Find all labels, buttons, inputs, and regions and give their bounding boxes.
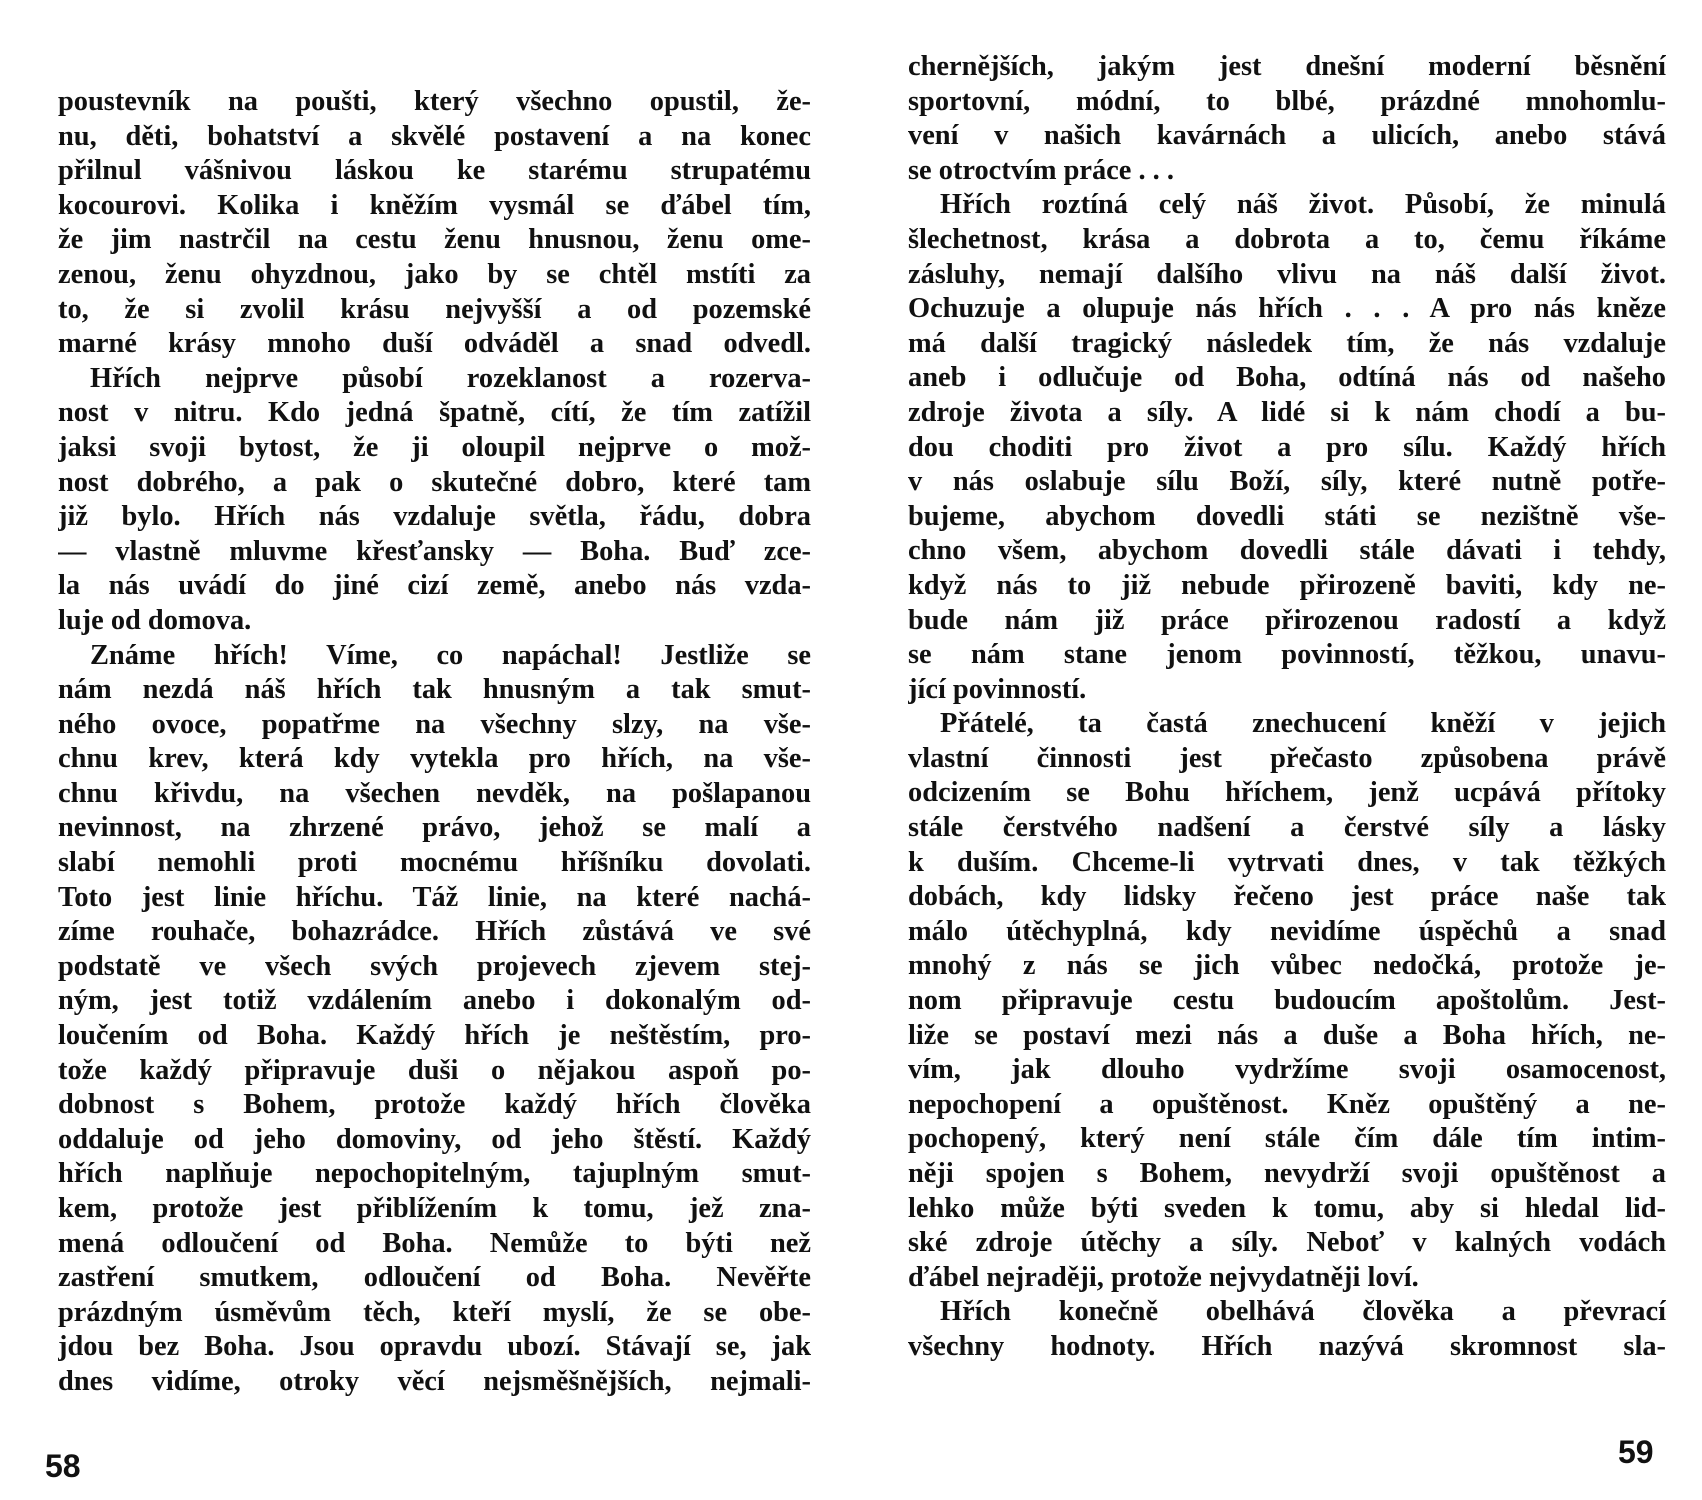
text-line: chernějších, jakým jest dnešní moderní běsnění [908,51,1666,82]
text-line: pochopený, který není stále čím dále tím intim- [908,1123,1666,1155]
right-page [860,0,1702,1500]
text-line: chnu krev, která kdy vytekla pro hřích, na vše- [58,743,811,775]
text-line: k duším. Chceme-li vytrvati dnes, v tak těžkých [908,846,1666,878]
text-line: zdroje života a síly. A lidé si k nám chodí a bu- [908,396,1666,428]
text-line: v nás oslabuje sílu Boží, síly, které nutně potře- [908,466,1666,498]
text-line: nám nezdá náš hřích tak hnusným a tak smut- [58,674,811,706]
text-line: lehko může býti sveden k tomu, aby si hledal lid- [908,1192,1666,1224]
text-line: dnes vidíme, otroky věcí nejsměšnějších, nejmali- [58,1365,811,1397]
text-line: mená odloučení od Boha. Nemůže to býti než [58,1227,811,1259]
text-line: se otroctvím práce . . . [908,154,1174,186]
text-line: zíme rouhače, bohazrádce. Hřích zůstává ve své [58,916,811,948]
text-line: sportovní, módní, to blbé, prázdné mnohomlu- [908,85,1666,117]
text-line: Hřích konečně obelhává člověka a převrací [940,1296,1666,1328]
text-line: chno všem, abychom dovedli stále dávati i tehdy, [908,535,1666,567]
left-page [0,0,830,1500]
page-number: 58 [45,1448,81,1484]
text-line: podstatě ve všech svých projevech zjevem stej- [58,950,811,982]
text-line: kocourovi. Kolika i kněžím vysmál se ďábel tím, [58,189,811,221]
text-line: zenou, ženu ohyzdnou, jako by se chtěl mstíti za [58,258,811,290]
text-line: luje od domova. [58,604,252,636]
text-line: Přátelé, ta častá znechucení kněží v jejich [940,708,1666,740]
text-line: poustevník na poušti, který všechno opustil, že- [58,86,811,117]
text-line: dobnost s Bohem, protože každý hřích člověka [58,1089,811,1121]
text-line: šlechetnost, krása a dobrota a to, čemu říkáme [908,223,1666,255]
text-line: zásluhy, nemají dalšího vlivu na náš další život. [908,258,1666,290]
text-line: kem, protože jest přiblížením k tomu, jež zna- [58,1193,811,1224]
text-line: jící povinností. [908,673,1087,705]
text-line: ďábel nejraději, protože nejvydatněji loví. [908,1261,1419,1293]
text-line: dou choditi pro život a pro sílu. Každý hřích [908,431,1666,463]
text-line: nu, děti, bohatství a skvělé postavení a na konec [58,120,811,152]
text-line: loučením od Boha. Každý hřích je neštěstím, pro- [58,1020,811,1052]
text-line: ného ovoce, popatřme na všechny slzy, na vše- [58,708,811,740]
text-line: prázdným úsměvům těch, kteří myslí, že se obe- [58,1296,811,1328]
text-line: Hřích roztíná celý náš život. Působí, že minulá [940,189,1666,221]
text-line: liže se postaví mezi nás a duše a Boha hřích, ne- [908,1019,1666,1051]
text-line: aneb i odlučuje od Boha, odtíná nás od našeho [908,362,1666,394]
text-line: vení v našich kavárnách a ulicích, anebo stává [908,120,1666,152]
text-line: má další tragický následek tím, že nás vzdaluje [908,327,1666,359]
text-line: — vlastně mluvme křesťansky — Boha. Buď zce- [58,535,811,567]
text-line: marné krásy mnoho duší odváděl a snad odvedl. [58,328,811,360]
text-line: Toto jest linie hříchu. Táž linie, na které nachá- [58,881,811,913]
text-line: jaksi svoji bytost, že ji oloupil nejprve o mož- [58,431,811,463]
text-line: jdou bez Boha. Jsou opravdu ubozí. Stávají se, jak [58,1331,811,1363]
text-line: Hřích nejprve působí rozeklanost a rozerva- [90,362,811,394]
text-line: tože každý připravuje duši o nějakou aspoň po- [58,1054,811,1086]
text-line: přilnul vášnivou láskou ke starému strupatému [58,155,811,187]
text-line: nevinnost, na zhrzené právo, jehož se malí a [58,812,811,844]
text-line: Ochuzuje a olupuje nás hřích . . . A pro nás kněze [908,293,1666,325]
text-line: něji spojen s Bohem, nevydrží svoji opuštěnost a [908,1158,1666,1189]
text-line: vím, jak dlouho vydržíme svoji osamocenost, [908,1054,1666,1086]
text-line: oddaluje od jeho domoviny, od jeho štěstí. Každý [58,1123,811,1155]
text-line: nost dobrého, a pak o skutečné dobro, které tam [58,466,811,498]
text-line: se nám stane jenom povinností, těžkou, unavu- [908,639,1666,671]
text-line: hřích naplňuje nepochopitelným, tajuplným smut- [58,1158,811,1190]
text-line: málo útěchyplná, kdy nevidíme úspěchů a snad [908,915,1666,947]
page-number: 59 [1618,1434,1654,1470]
page-text-block [908,50,1666,1365]
text-line: bujeme, abychom dovedli státi se nezištně vše- [908,500,1666,532]
text-line: když nás to již nebude přirozeně baviti, kdy ne- [908,569,1666,601]
text-line: již bylo. Hřích nás vzdaluje světla, řádu, dobra [58,501,811,533]
text-line: nost v nitru. Kdo jedná špatně, cítí, že tím zatížil [58,397,811,429]
text-line: stále čerstvého nadšení a čerstvé síly a lásky [908,812,1666,844]
text-line: ské zdroje útěchy a síly. Neboť v kalných vodách [908,1227,1666,1259]
text-line: Známe hřích! Víme, co napáchal! Jestliže se [90,639,811,671]
text-line: nom připravuje cestu budoucím apoštolům. Jest- [908,985,1666,1017]
text-line: nepochopení a opuštěnost. Kněz opuštěný a ne- [908,1088,1666,1120]
text-line: chnu křivdu, na všechen nevděk, na pošlapanou [58,777,811,809]
text-line: la nás uvádí do jiné cizí země, anebo nás vzda- [58,570,811,602]
text-line: dobách, kdy lidsky řečeno jest práce naše tak [908,881,1666,913]
page-text-block [58,85,811,1400]
text-line: mnohý z nás se jich vůbec nedočká, protože je- [908,950,1666,982]
text-line: to, že si zvolil krásu nejvyšší a od pozemské [58,293,811,325]
text-line: ným, jest totiž vzdálením anebo i dokonalým od- [58,985,811,1017]
text-line: všechny hodnoty. Hřích nazývá skromnost sla- [908,1330,1666,1362]
text-line: že jim nastrčil na cestu ženu hnusnou, ženu ome- [58,224,811,256]
text-line: zastření smutkem, odloučení od Boha. Nevěřte [58,1262,811,1294]
text-line: vlastní činnosti jest přečasto způsobena právě [908,742,1666,774]
text-line: slabí nemohli proti mocnému hříšníku dovolati. [58,847,811,879]
text-line: odcizením se Bohu hříchem, jenž ucpává přítoky [908,777,1666,809]
text-line: bude nám již práce přirozenou radostí a když [908,604,1666,636]
